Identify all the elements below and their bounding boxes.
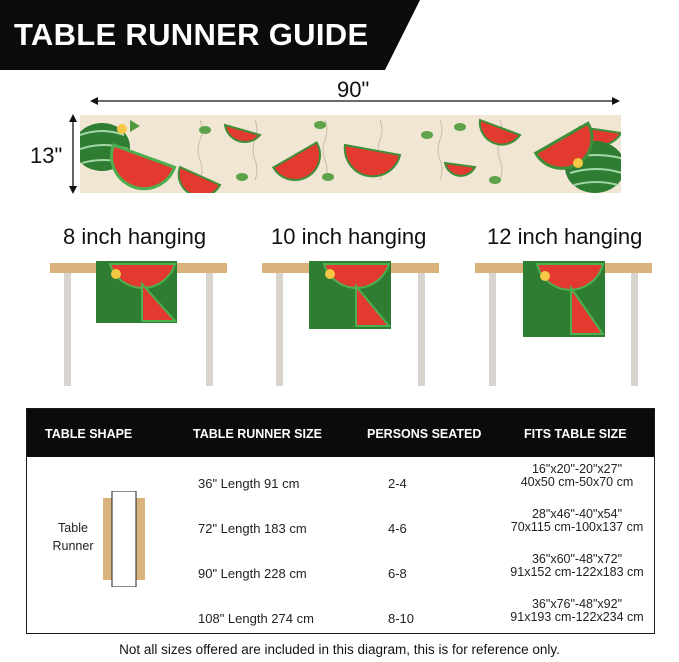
row-2-fits-imperial: 28"x46"-40"x54" [531,507,623,521]
header-table-shape: TABLE SHAPE [45,427,133,441]
row-3-fits [487,553,667,579]
watermelon-pattern [80,115,621,193]
runner-shape-icon [97,491,157,587]
row-1-fits-metric: 40x50 cm-50x70 cm [520,475,634,489]
row-4-fits-imperial: 36"x76"-48"x92" [531,597,623,611]
runner-illustration [80,115,621,193]
table-illustration-12 [475,256,655,388]
row-2-fits-metric: 70x115 cm-100x137 cm [510,520,644,534]
row-4-fits [487,598,667,624]
reference-footnote: Not all sizes offered are included in this diagram, this is for reference only. [119,642,560,657]
row-2-size: 72" Length 183 cm [198,521,307,536]
length-label: 90" [337,77,370,102]
row-2-persons: 4-6 [388,521,407,536]
page-title: TABLE RUNNER GUIDE [14,17,369,52]
row-1-persons: 2-4 [388,476,407,491]
row-3-size: 90" Length 228 cm [198,566,307,581]
width-label: 13" [30,143,63,168]
hanging-label-12: 12 inch hanging [487,224,643,249]
row-1-fits-imperial: 16"x20"-20"x27" [531,462,623,476]
hanging-label-10: 10 inch hanging [271,224,427,249]
row-4-fits-metric: 91x193 cm-122x234 cm [510,610,644,624]
row-3-fits-metric: 91x152 cm-122x183 cm [510,565,644,579]
row-1-size: 36" Length 91 cm [198,476,300,491]
table-illustration-8 [50,256,230,388]
row-4-size: 108" Length 274 cm [198,611,314,626]
header-fits-table-size: FITS TABLE SIZE [524,427,627,441]
header-persons-seated: PERSONS SEATED [367,427,482,441]
row-2-fits [487,508,667,534]
row-1-fits [487,463,667,489]
shape-label: Table Runner [52,521,94,553]
row-3-fits-imperial: 36"x60"-48"x72" [531,552,623,566]
spec-table-header [27,409,654,457]
hanging-label-8: 8 inch hanging [63,224,207,249]
table-illustration-10 [262,256,442,388]
row-3-persons: 6-8 [388,566,407,581]
header-runner-size: TABLE RUNNER SIZE [193,427,322,441]
size-spec-table [26,408,655,634]
row-4-persons: 8-10 [388,611,415,626]
